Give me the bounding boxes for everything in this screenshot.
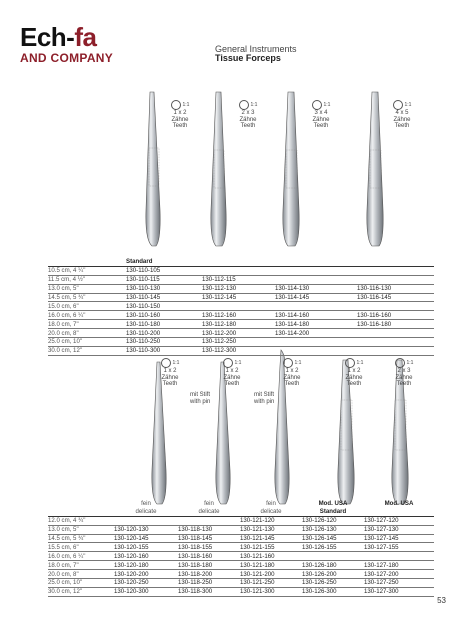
table-header-row: Standard	[48, 258, 434, 266]
table-row: 20.0 cm, 8" 130-120-200 130-118-200 130-121-200 130-126-200 130-127-200	[48, 570, 434, 579]
table-row: 13.0 cm, 5" 130-120-130 130-118-130 130-121-130 130-126-130 130-127-130	[48, 525, 434, 534]
forceps-3x4-top	[283, 92, 299, 246]
table-row: 25.0 cm, 10" 130-110-250 130-112-250	[48, 338, 434, 347]
bottom-col-label-4: 1:1 1 x 2 Zähne Teeth	[345, 359, 364, 387]
tooth-pattern-icon	[345, 358, 355, 368]
table-row: 18.0 cm, 7" 130-110-180 130-112-180 130-114-180 130-116-180	[48, 320, 434, 329]
table-row: 30.0 cm, 12" 130-110-300 130-112-300	[48, 346, 434, 355]
tooth-pattern-icon	[239, 100, 249, 110]
tooth-pattern-icon	[395, 358, 405, 368]
table-row: 30.0 cm, 12" 130-120-300 130-118-300 130-121-300 130-126-300 130-127-300	[48, 587, 434, 596]
forceps-4x5-top	[367, 92, 383, 246]
top-product-table	[48, 258, 434, 356]
top-col-label-3: 1:1 3 x 4 Zähne Teeth	[312, 101, 331, 129]
forceps-1x2-top	[146, 92, 160, 246]
with-pin-note-2: mit Stift with pin	[254, 392, 275, 405]
page-category: General Instruments	[215, 44, 297, 54]
tooth-pattern-icon	[283, 358, 293, 368]
brand-name-a: Ech-	[20, 22, 75, 52]
table-row: 13.0 cm, 5" 130-110-130 130-112-130 130-114-130 130-116-130	[48, 284, 434, 293]
top-col-label-4: 1:1 4 x 5 Zähne Teeth	[393, 101, 412, 129]
table-row: 15.0 cm, 6" 130-110-150	[48, 302, 434, 311]
table-row: 16.0 cm, 6 ¼" 130-110-160 130-112-160 130-114-160 130-116-160	[48, 311, 434, 320]
tooth-pattern-icon	[312, 100, 322, 110]
page-number: 53	[437, 596, 446, 605]
page-title: Tissue Forceps	[215, 53, 281, 63]
table-header-row: delicate delicate delicate Standard	[48, 508, 434, 516]
with-pin-note-1: mit Stift with pin	[190, 392, 211, 405]
brand-subtitle: AND COMPANY	[20, 51, 114, 65]
bottom-col-label-2: 1:1 1 x 2 Zähne Teeth	[223, 359, 242, 387]
top-col-label-2: 1:1 2 x 3 Zähne Teeth	[239, 101, 258, 129]
table-row: 11.5 cm, 4 ½" 130-110-115 130-112-115	[48, 275, 434, 284]
table-row: 10.5 cm, 4 ¼" 130-110-105	[48, 266, 434, 275]
table-row: 20.0 cm, 8" 130-110-200 130-112-200 130-114-200	[48, 329, 434, 338]
table-row: 14.5 cm, 5 ¾" 130-120-145 130-118-145 130-121-145 130-126-145 130-127-145	[48, 534, 434, 543]
tooth-pattern-icon	[393, 100, 403, 110]
tooth-pattern-icon	[161, 358, 171, 368]
table-row: 25.0 cm, 10" 130-120-250 130-118-250 130-121-250 130-126-250 130-127-250	[48, 579, 434, 588]
table-row: 14.5 cm, 5 ¾" 130-110-145 130-112-145 130-114-145 130-116-145	[48, 293, 434, 302]
bottom-col-label-3: 1:1 1 x 2 Zähne Teeth	[283, 359, 302, 387]
tooth-pattern-icon	[223, 358, 233, 368]
table-row: 16.0 cm, 6 ¼" 130-120-160 130-118-160 130-121-160	[48, 552, 434, 561]
table-row: 15.5 cm, 6" 130-120-155 130-118-155 130-121-155 130-126-155 130-127-155	[48, 543, 434, 552]
forceps-2x3-top	[211, 92, 226, 246]
bottom-product-table	[48, 500, 434, 597]
table-header-row: fein fein fein Mod. USA Mod. USA	[141, 500, 414, 508]
bottom-col-label-5: 1:1 2 x 3 Zähne Teeth	[395, 359, 414, 387]
top-col-label-1: 1:1 1 x 2 Zähne Teeth	[171, 101, 190, 129]
bottom-col-label-1: 1:1 1 x 2 Zähne Teeth	[161, 359, 180, 387]
tooth-pattern-icon	[171, 100, 181, 110]
table-row: 18.0 cm, 7" 130-120-180 130-118-180 130-121-180 130-126-180 130-127-180	[48, 561, 434, 570]
table-row: 12.0 cm, 4 ¾" 130-121-120 130-126-120 130-127-120	[48, 516, 434, 525]
brand-name-b: fa	[74, 22, 97, 52]
